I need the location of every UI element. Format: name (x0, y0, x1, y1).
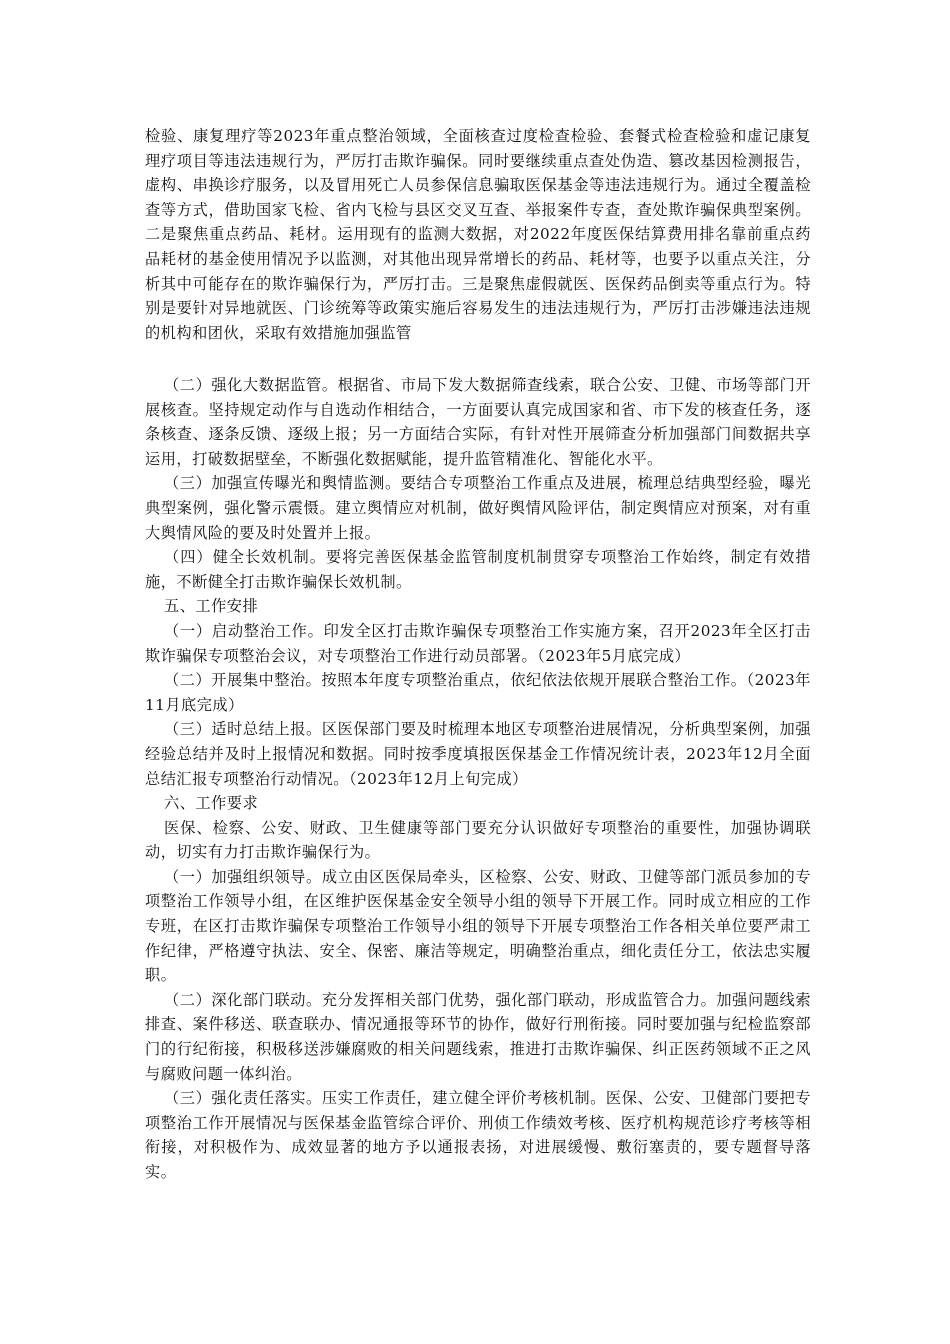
section-heading-work-requirements: 六、工作要求 (164, 794, 259, 813)
paragraph-long-term-mechanism: （四）健全长效机制。要将完善医保基金监管制度机制贯穿专项整治工作始终，制定有效措施，不断健全打击欺诈骗保长效机制。 (145, 548, 811, 591)
paragraph-start-rectification: （一）启动整治工作。印发全区打击欺诈骗保专项整治工作实施方案，召开2023年全区打击欺诈骗保专项整治会议，对专项整治工作进行动员部署。（2023年5月底完成） (145, 621, 811, 665)
paragraph-organizational-leadership: （一）加强组织领导。成立由区医保局牵头，区检察、公安、财政、卫健等部门派员参加的专项整治工作领导小组，在区维护医保基金安全领导小组的领导下开展工作。同时成立相应的工作专班，在区打击欺诈骗保专项整治工作领导小组的领导下开展专项整治工作各相关单位要严肃工作纪律，严格遵守执法、安全、保密、廉洁等规定，明确整治重点，细化责任分工，依法忠实履职。 (145, 867, 811, 985)
paragraph-concentrated-rectification: （二）开展集中整治。按照本年度专项整治重点，依纪依法依规开展联合整治工作。（2023年11月底完成） (145, 671, 811, 714)
top-paragraph: 检验、康复理疗等2023年重点整治领域，全面核查过度检查检验、套餐式检查检验和虚记康复理疗项目等违法违规行为，严厉打击欺诈骗保。同时要继续重点查处伪造、篡改基因检测报告，虚构、串换诊疗服务，以及冒用死亡人员参保信息骗取医保基金等违法违规行为。通过全覆盖检查等方式，借助国家飞检、省内飞检与县区交叉互查、举报案件专查，查处欺诈骗保典型案例。二是聚焦重点药品、耗材。运用现有的监测大数据，对2022年度医保结算费用排名靠前重点药品耗材的基金使用情况予以监测，对其他出现异常增长的药品、耗材等，也要予以重点关注，分析其中可能存在的欺诈骗保行为，严厉打击。三是聚焦虚假就医、医保药品倒卖等重点行为。特别是要针对异地就医、门诊统筹等政策实施后容易发生的违法违规行为，严厉打击涉嫌违法违规的机构和团伙，采取有效措施加强监管 (145, 127, 811, 342)
section-heading-work-arrangement: 五、工作安排 (164, 597, 259, 616)
paragraph-responsibility-implementation: （三）强化责任落实。压实工作责任，建立健全评价考核机制。医保、公安、卫健部门要把专项整治工作开展情况与医保基金监管综合评价、刑侦工作绩效考核、医疗机构规范诊疗考核等相衔接，对积极作为、成效显著的地方予以通报表扬，对进展缓慢、敷衍塞责的，要专题督导落实。 (145, 1089, 811, 1181)
paragraph-department-linkage: （二）深化部门联动。充分发挥相关部门优势，强化部门联动，形成监管合力。加强问题线索排查、案件移送、联查联办、情况通报等环节的协作，做好行刑衔接。同时要加强与纪检监察部门的行纪衔接，积极移送涉嫌腐败的相关问题线索，推进打击欺诈骗保、纠正医药领域不正之风与腐败问题一体纠治。 (145, 990, 811, 1083)
body-section (145, 373, 811, 1185)
paragraph-requirements-intro: 医保、检察、公安、财政、卫生健康等部门要充分认识做好专项整治的重要性，加强协调联动，切实有力打击欺诈骗保行为。 (145, 818, 811, 862)
paragraph-publicity-monitoring: （三）加强宣传曝光和舆情监测。要结合专项整治工作重点及进展，梳理总结典型经验，曝光典型案例，强化警示震慑。建立舆情应对机制，做好舆情风险评估，制定舆情应对预案，对有重大舆情风险的要及时处置并上报。 (145, 474, 811, 542)
paragraph-big-data-supervision: （二）强化大数据监管。根据省、市局下发大数据筛查线索，联合公安、卫健、市场等部门开展核查。坚持规定动作与自选动作相结合，一方面要认真完成国家和省、市下发的核查任务，逐条核查、逐条反馈、逐级上报；另一方面结合实际，有针对性开展筛查分析加强部门间数据共享运用，打破数据壁垒，不断强化数据赋能，提升监管精准化、智能化水平。 (145, 376, 811, 468)
paragraph-timely-summary: （三）适时总结上报。区医保部门要及时梳理本地区专项整治进展情况，分析典型案例，加强经验总结并及时上报情况和数据。同时按季度填报医保基金工作情况统计表，2023年12月全面总结汇报专项整治行动情况。（2023年12月上旬完成） (145, 720, 811, 788)
